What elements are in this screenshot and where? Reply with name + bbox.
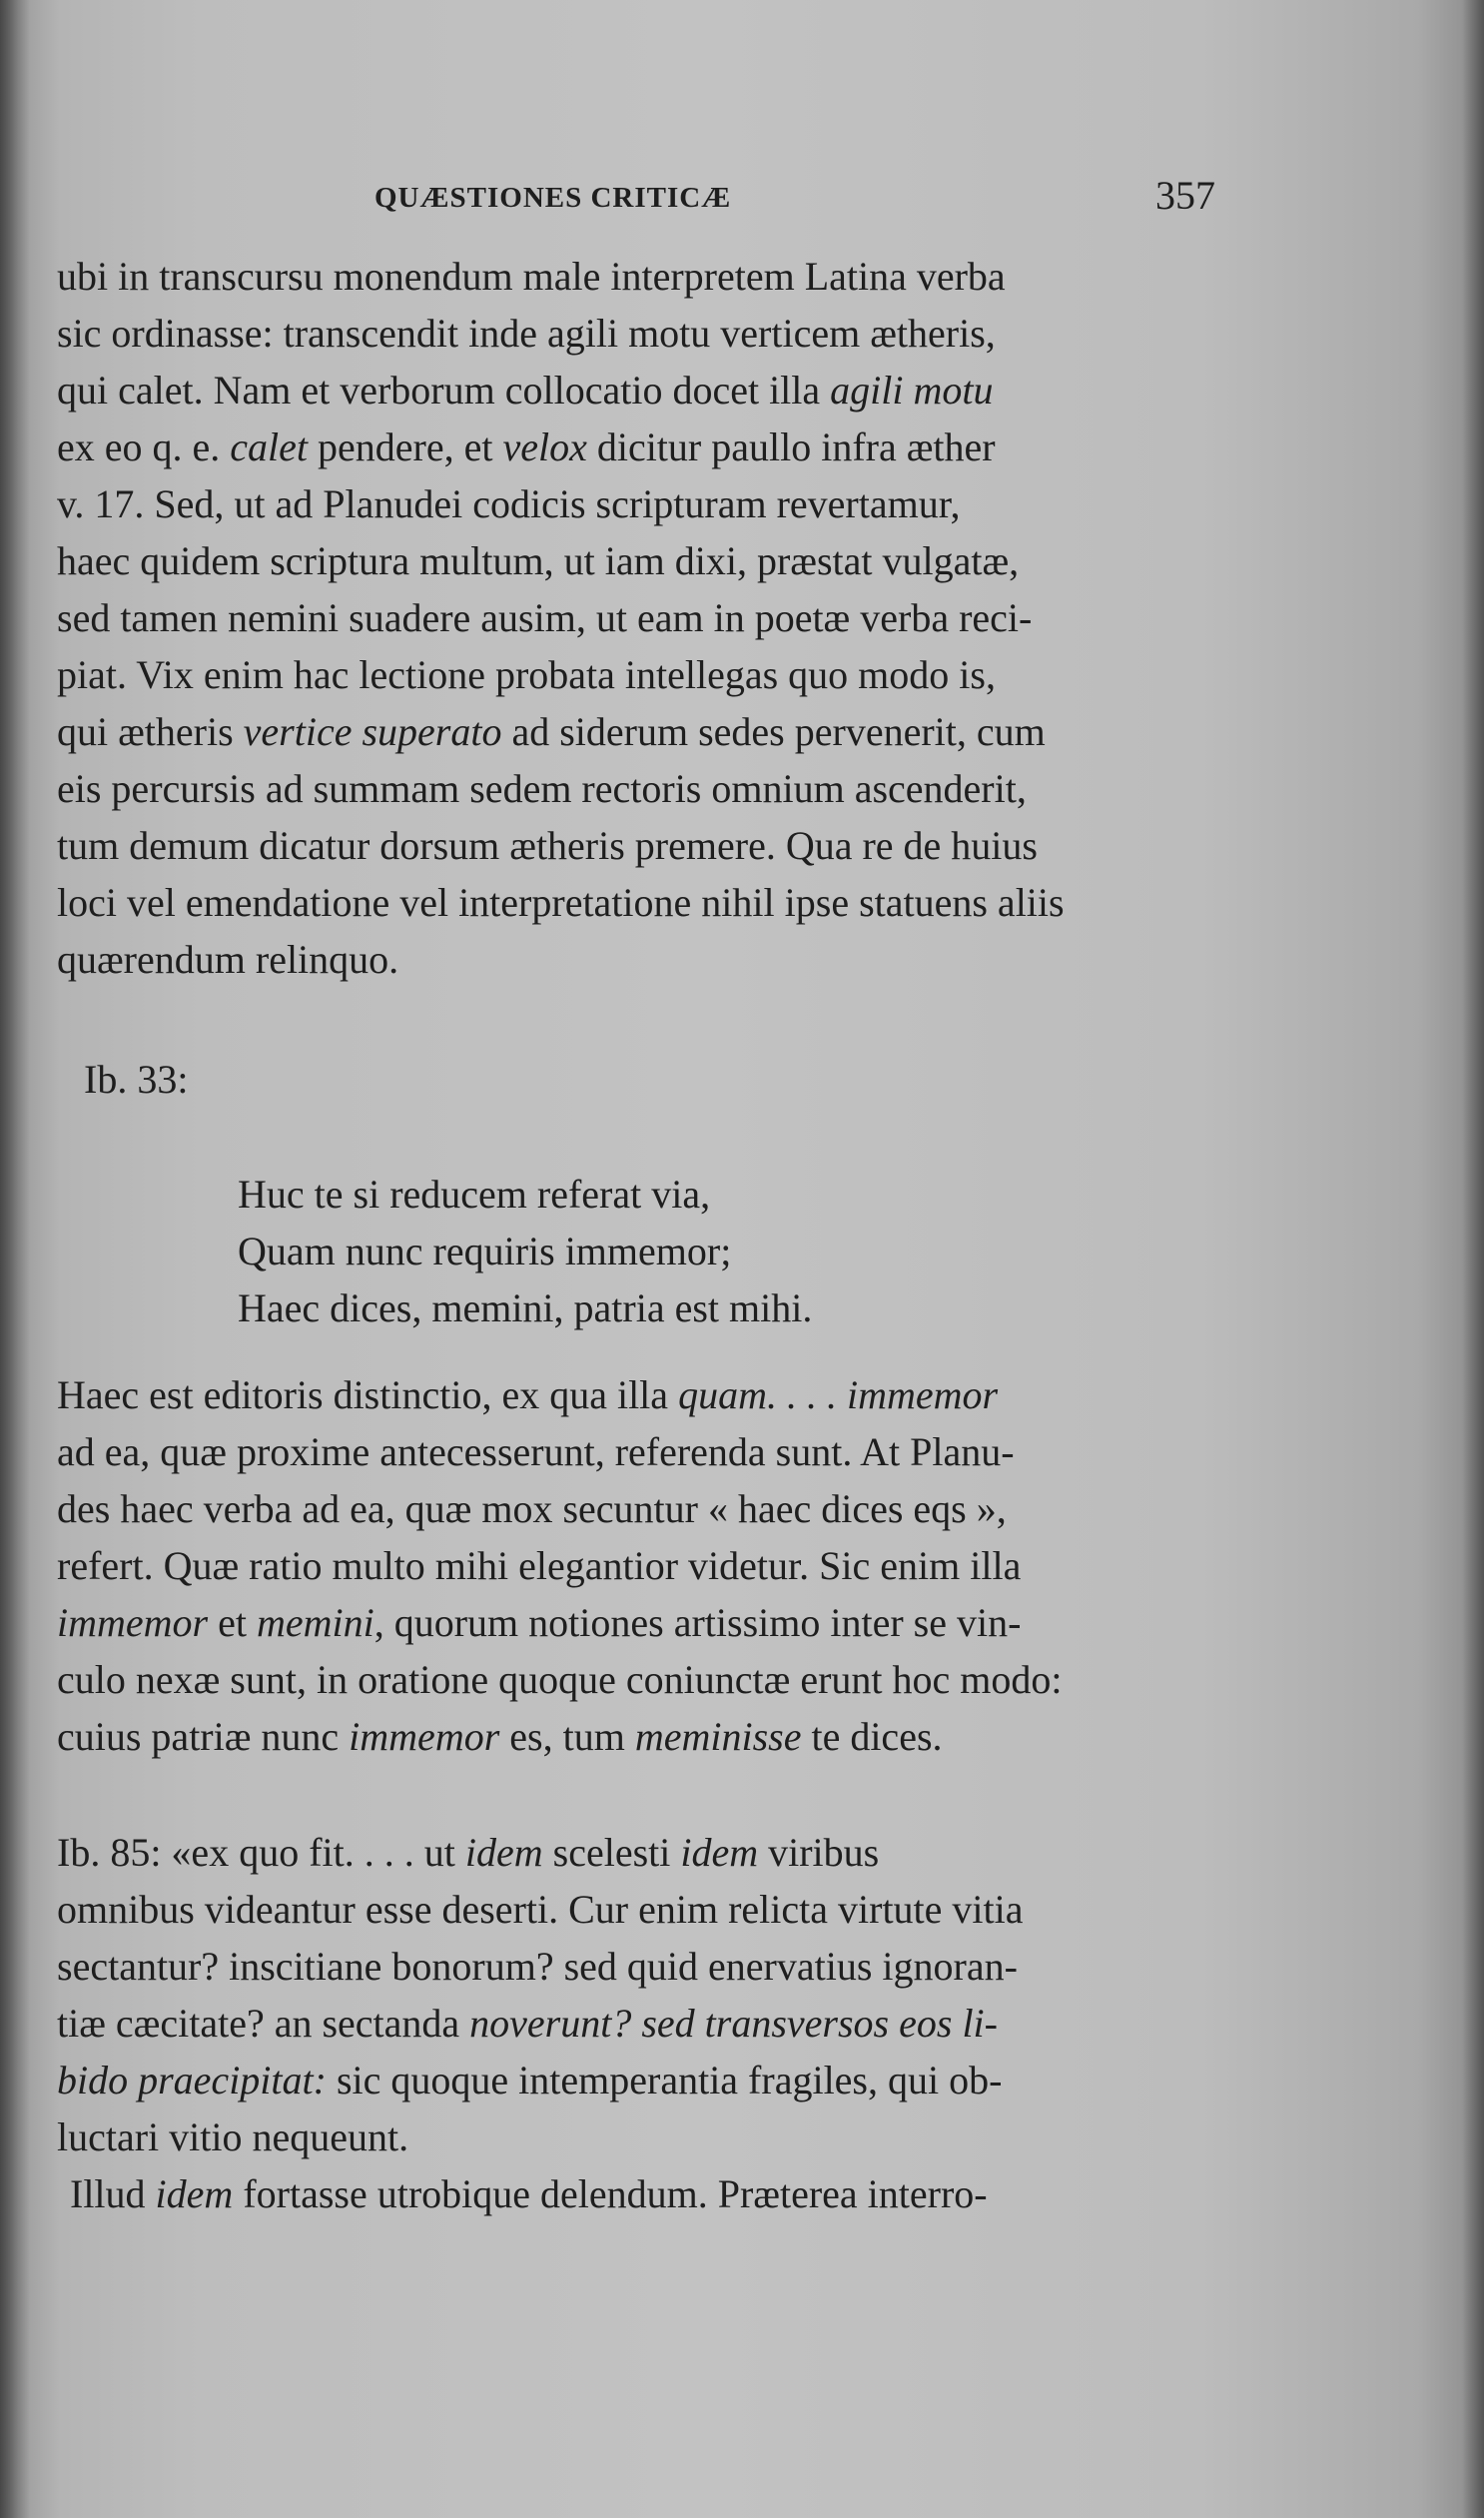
italic-span: quam. . . . immemor: [678, 1372, 999, 1417]
italic-span: calet: [230, 424, 308, 469]
text-line: piat. Vix enim hac lectione probata intellegas quo modo is,: [57, 652, 996, 697]
text-line: ex eo q. e. calet pendere, et velox dicitur paullo infra æther: [57, 424, 996, 469]
italic-span: memini: [256, 1600, 374, 1645]
italic-span: noverunt? sed transversos eos li-: [469, 2001, 998, 2046]
text-line: luctari vitio nequeunt.: [57, 2114, 409, 2159]
text-line: refert. Quæ ratio multo mihi elegantior videtur. Sic enim illa: [57, 1543, 1022, 1588]
text-line: sic ordinasse: transcendit inde agili motu verticem ætheris,: [57, 311, 996, 356]
paragraph-4: [70, 2165, 988, 2222]
text-line: omnibus videantur esse deserti. Cur enim relicta virtute vitia: [57, 1887, 1024, 1932]
italic-span: vertice superato: [243, 709, 502, 754]
italic-span: velox: [502, 424, 587, 469]
text-line: eis percursis ad summam sedem rectoris omnium ascenderit,: [57, 766, 1027, 811]
text-line: tiæ cæcitate? an sectanda noverunt? sed transversos eos li-: [57, 2001, 998, 2046]
italic-span: immemor: [57, 1600, 209, 1645]
page-edge-shadow: [1462, 0, 1484, 2518]
verse-quotation: [238, 1166, 812, 1336]
italic-span: meminisse: [634, 1714, 802, 1759]
text-line: Haec dices, memini, patria est mihi.: [238, 1285, 813, 1330]
text-line: cuius patriæ nunc immemor es, tum meminisse te dices.: [57, 1714, 943, 1759]
text-line: qui ætheris vertice superato ad siderum sedes pervenerit, cum: [57, 709, 1046, 754]
italic-span: agili motu: [830, 368, 994, 413]
italic-span: bido praecipitat:: [57, 2058, 327, 2102]
text-line: culo nexæ sunt, in oratione quoque coniunctæ erunt hoc modo:: [57, 1657, 1063, 1702]
text-line: bido praecipitat: sic quoque intemperantia fragiles, qui ob-: [57, 2058, 1003, 2102]
text-line: sed tamen nemini suadere ausim, ut eam in poetæ verba reci-: [57, 595, 1033, 640]
text-line: ad ea, quæ proxime antecesserunt, referenda sunt. At Planu-: [57, 1429, 1015, 1474]
italic-span: idem: [155, 2171, 234, 2216]
text-line: loci vel emendatione vel interpretatione nihil ipse statuens aliis: [57, 880, 1065, 925]
paragraph-3: [57, 1824, 1024, 2165]
text-line: quærendum relinquo.: [57, 937, 399, 982]
text-line: Ib. 85: «ex quo fit. . . . ut idem scelesti idem viribus: [57, 1830, 880, 1875]
page-number: 357: [1155, 173, 1215, 218]
running-title: QUÆSTIONES CRITICÆ: [374, 182, 732, 214]
text-line: Huc te si reducem referat via,: [238, 1172, 711, 1217]
text-line: Illud idem fortasse utrobique delendum. Præterea interro-: [70, 2171, 988, 2216]
text-line: immemor et memini, quorum notiones artissimo inter se vin-: [57, 1600, 1022, 1645]
text-line: sectantur? inscitiane bonorum? sed quid enervatius ignoran-: [57, 1944, 1018, 1989]
text-line: Quam nunc requiris immemor;: [238, 1229, 732, 1273]
page-header: [374, 172, 1233, 222]
text-line: tum demum dicatur dorsum ætheris premere. Qua re de huius: [57, 823, 1038, 868]
text-line: v. 17. Sed, ut ad Planudei codicis scripturam revertamur,: [57, 481, 961, 526]
italic-span: idem: [464, 1830, 543, 1875]
paragraph-2: [57, 1366, 1062, 1765]
text-line: Haec est editoris distinctio, ex qua illa quam. . . . immemor: [57, 1372, 999, 1417]
italic-span: immemor: [349, 1714, 500, 1759]
paragraph-1: [57, 248, 1065, 988]
page-gutter-shadow: [0, 0, 30, 2518]
ib33-label: Ib. 33:: [84, 1057, 189, 1102]
text-line: ubi in transcursu monendum male interpretem Latina verba: [57, 254, 1006, 299]
text-line: des haec verba ad ea, quæ mox secuntur « haec dices eqs »,: [57, 1486, 1007, 1531]
text-line: haec quidem scriptura multum, ut iam dixi, præstat vulgatæ,: [57, 538, 1020, 583]
italic-span: idem: [680, 1830, 759, 1875]
text-line: qui calet. Nam et verborum collocatio docet illa agili motu: [57, 368, 994, 413]
